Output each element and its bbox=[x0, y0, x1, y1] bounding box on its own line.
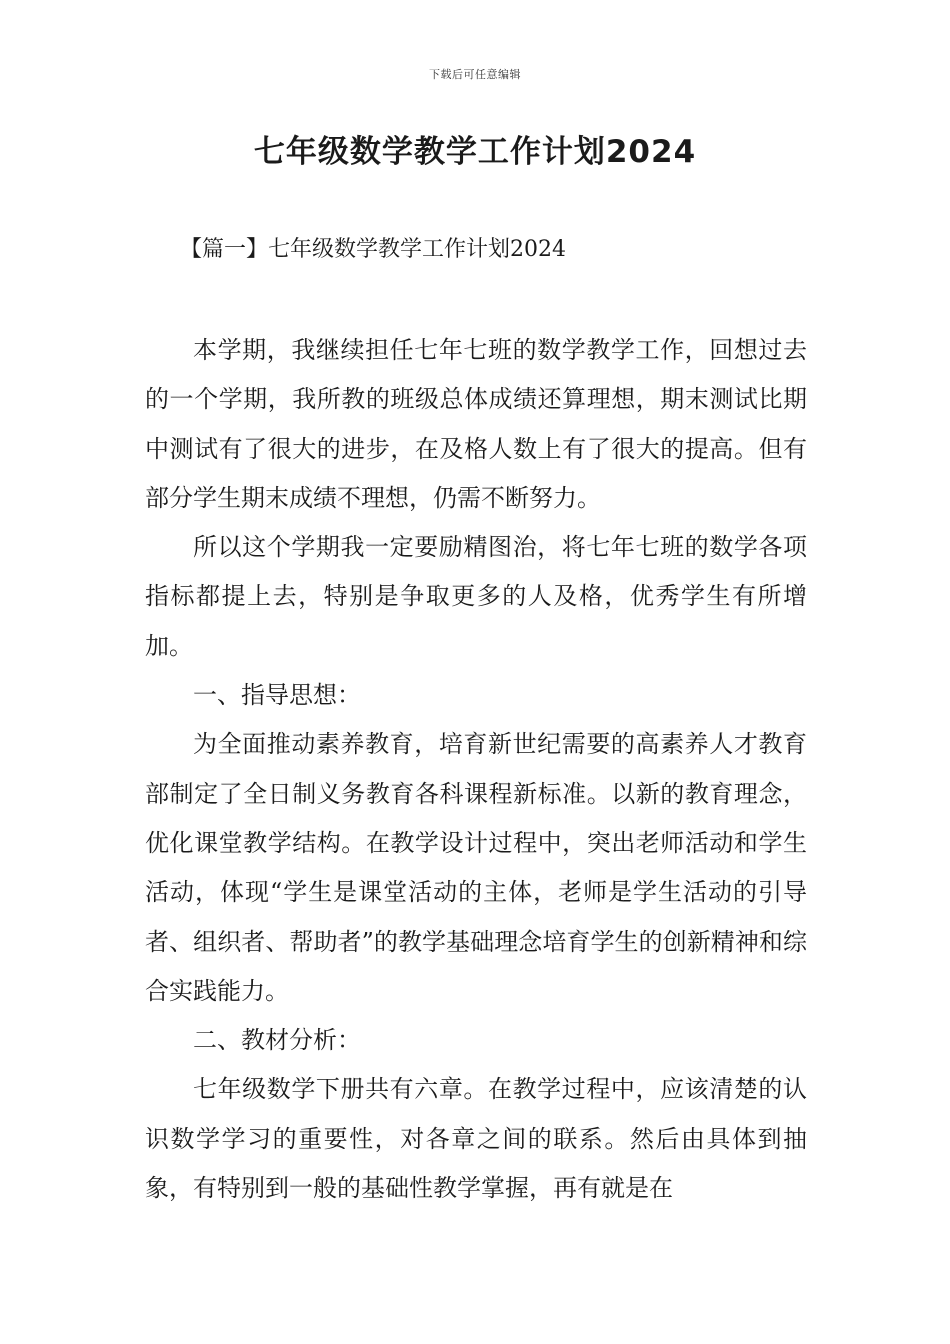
section-heading: 【篇一】七年级数学教学工作计划2024 bbox=[180, 237, 566, 262]
heading-textbook-analysis: 二、教材分析： bbox=[193, 1026, 361, 1055]
paragraph-intro: 本学期，我继续担任七年七班的数学教学工作，回想过去的一个学期，我所教的班级总体成绩还算理想，期末测试比期中测试有了很大的进步，在及格人数上有了很大的提高。但有部分学生期末成绩不理想，仍需不断努力。 bbox=[145, 336, 807, 512]
document-body bbox=[145, 326, 807, 1213]
document-title: 七年级数学教学工作计划2024 bbox=[253, 134, 697, 170]
header-note: 下载后可任意编辑 bbox=[429, 68, 521, 81]
paragraph-guiding-ideology: 为全面推动素养教育，培育新世纪需要的高素养人才教育部制定了全日制义务教育各科课程新标准。以新的教育理念，优化课堂教学结构。在教学设计过程中，突出老师活动和学生活动，体现“学生是课堂活动的主体，老师是学生活动的引导者、组织者、帮助者”的教学基础理念培育学生的创新精神和综合实践能力。 bbox=[145, 730, 807, 1005]
heading-guiding-ideology: 一、指导思想： bbox=[193, 681, 361, 710]
paragraph-goal: 所以这个学期我一定要励精图治，将七年七班的数学各项指标都提上去，特别是争取更多的人及格，优秀学生有所增加。 bbox=[145, 533, 807, 660]
paragraph-textbook-analysis: 七年级数学下册共有六章。在教学过程中，应该清楚的认识数学学习的重要性，对各章之间的联系。然后由具体到抽象，有特别到一般的基础性教学掌握，再有就是在 bbox=[145, 1075, 807, 1203]
